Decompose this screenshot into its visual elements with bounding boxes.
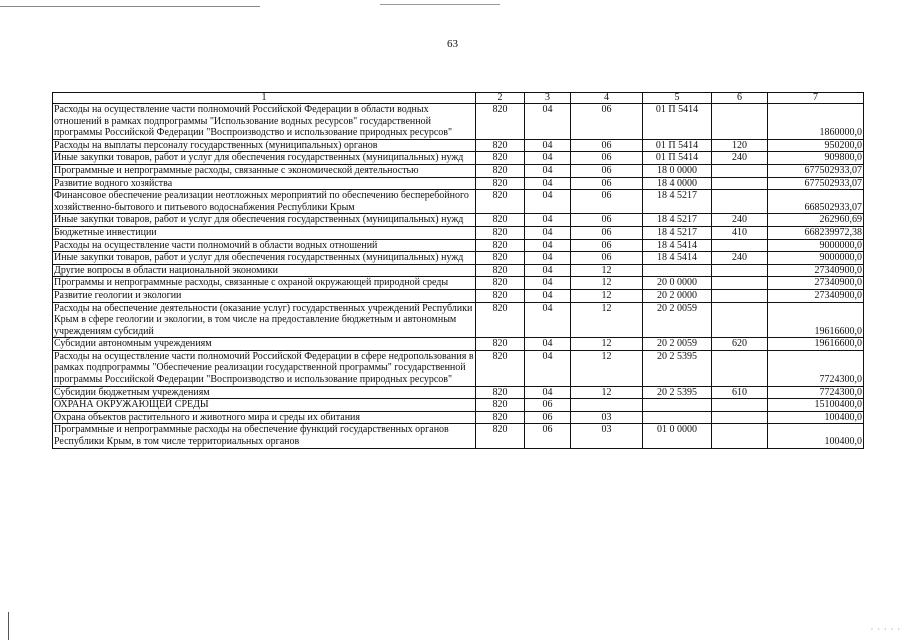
row-name: Расходы на осуществление части полномочий Российской Федерации в сфере недропользования в рамках подпрограммы "Обеспечение реализации государственной программы" государственной программы Российской Федерации "Воспроизводство и использование природных ресурсов": [54, 350, 474, 386]
subsection-code: 06: [571, 164, 643, 177]
section-code: 04: [525, 302, 571, 338]
expense-type-code: [712, 289, 768, 302]
scan-corner-mark: · · · · ·: [870, 625, 901, 634]
target-article-code: 01 П 5414: [643, 104, 712, 140]
subsection-code: 06: [571, 226, 643, 239]
section-code: 04: [525, 164, 571, 177]
subsection-code: 12: [571, 289, 643, 302]
amount: 100400,0: [768, 411, 864, 424]
column-header: 4: [571, 93, 643, 104]
subsection-code: 06: [571, 252, 643, 265]
expense-type-code: 410: [712, 226, 768, 239]
target-article-code: 18 4 5217: [643, 214, 712, 227]
subsection-code: 12: [571, 277, 643, 290]
target-article-code: [643, 264, 712, 277]
ministry-code: 820: [476, 239, 525, 252]
page-number: 63: [447, 38, 458, 50]
subsection-code: 06: [571, 104, 643, 140]
section-code: 04: [525, 386, 571, 399]
scan-edge-mark: [380, 4, 500, 5]
subsection-code: 06: [571, 190, 643, 214]
row-name: Субсидии бюджетным учреждениям: [53, 386, 476, 399]
table-row: [53, 226, 864, 239]
ministry-code: 820: [476, 214, 525, 227]
expense-type-code: [712, 164, 768, 177]
target-article-code: 18 4 5217: [643, 190, 712, 214]
ministry-code: 820: [476, 350, 525, 386]
table-row: [53, 104, 864, 140]
target-article-code: 20 2 0059: [643, 302, 712, 338]
row-name: Программные и непрограммные расходы на обеспечение функций государственных органов Республики Крым, в том числе территориальных органов: [53, 424, 476, 448]
target-article-code: 18 4 0000: [643, 177, 712, 190]
ministry-code: 820: [476, 264, 525, 277]
subsection-code: 03: [571, 424, 643, 448]
section-code: 04: [525, 264, 571, 277]
section-code: 04: [525, 252, 571, 265]
amount: 9000000,0: [768, 252, 864, 265]
row-name: Другие вопросы в области национальной экономики: [53, 264, 476, 277]
expense-type-code: [712, 350, 768, 386]
expense-type-code: [712, 177, 768, 190]
table-row: [53, 264, 864, 277]
table-row: [53, 139, 864, 152]
amount: 7724300,0: [768, 350, 864, 386]
amount: 1860000,0: [768, 104, 864, 140]
table-row: [53, 152, 864, 165]
section-code: 04: [525, 190, 571, 214]
target-article-code: 01 0 0000: [643, 424, 712, 448]
subsection-code: 12: [571, 338, 643, 351]
table-row: [53, 252, 864, 265]
subsection-code: 06: [571, 152, 643, 165]
expense-type-code: [712, 424, 768, 448]
target-article-code: 20 2 5395: [643, 350, 712, 386]
expense-type-code: [712, 264, 768, 277]
column-header: 6: [712, 93, 768, 104]
target-article-code: [643, 411, 712, 424]
section-code: 04: [525, 277, 571, 290]
ministry-code: 820: [476, 399, 525, 412]
table-row: [53, 177, 864, 190]
target-article-code: 18 0 0000: [643, 164, 712, 177]
row-name: Программные и непрограммные расходы, связанные с экономической деятельностью: [53, 164, 476, 177]
ministry-code: 820: [476, 386, 525, 399]
row-name: Развитие водного хозяйства: [53, 177, 476, 190]
row-name: Иные закупки товаров, работ и услуг для обеспечения государственных (муниципальных) нужд: [53, 252, 476, 265]
row-name: Иные закупки товаров, работ и услуг для обеспечения государственных (муниципальных) нужд: [53, 152, 476, 165]
amount: 7724300,0: [768, 386, 864, 399]
target-article-code: [643, 399, 712, 412]
target-article-code: 20 2 0000: [643, 289, 712, 302]
amount: 100400,0: [768, 424, 864, 448]
expense-type-code: [712, 277, 768, 290]
table-row: [53, 239, 864, 252]
subsection-code: 06: [571, 139, 643, 152]
subsection-code: 12: [571, 350, 643, 386]
row-name: Развитие геологии и экологии: [53, 289, 476, 302]
expense-type-code: 240: [712, 214, 768, 227]
row-name: Бюджетные инвестиции: [53, 226, 476, 239]
row-name: Иные закупки товаров, работ и услуг для обеспечения государственных (муниципальных) нужд: [53, 214, 476, 227]
section-code: 06: [525, 424, 571, 448]
row-name: Субсидии автономным учреждениям: [53, 338, 476, 351]
subsection-code: 06: [571, 239, 643, 252]
target-article-code: 20 2 0059: [643, 338, 712, 351]
header-row: [53, 93, 864, 104]
subsection-code: 03: [571, 411, 643, 424]
amount: 19616600,0: [768, 338, 864, 351]
section-code: 06: [525, 399, 571, 412]
amount: 9000000,0: [768, 239, 864, 252]
row-name: ОХРАНА ОКРУЖАЮЩЕЙ СРЕДЫ: [53, 399, 476, 412]
target-article-code: 18 4 5414: [643, 252, 712, 265]
scan-edge-mark: [0, 6, 260, 7]
ministry-code: 820: [476, 152, 525, 165]
target-article-code: 18 4 5414: [643, 239, 712, 252]
subsection-code: 12: [571, 386, 643, 399]
expense-type-code: [712, 411, 768, 424]
table-row: [53, 399, 864, 412]
table-row: [53, 424, 864, 448]
amount: 27340900,0: [768, 289, 864, 302]
row-name: Расходы на осуществление части полномочий в области водных отношений: [53, 239, 476, 252]
ministry-code: 820: [476, 289, 525, 302]
expense-type-code: 240: [712, 152, 768, 165]
amount: 262960,69: [768, 214, 864, 227]
table-row: [53, 164, 864, 177]
row-name: Программы и непрограммные расходы, связанные с охраной окружающей природной среды: [53, 277, 476, 290]
section-code: 04: [525, 226, 571, 239]
subsection-code: [571, 399, 643, 412]
budget-table: [52, 92, 864, 449]
amount: 15100400,0: [768, 399, 864, 412]
section-code: 06: [525, 411, 571, 424]
column-header: 2: [476, 93, 525, 104]
amount: 27340900,0: [768, 277, 864, 290]
amount: 27340900,0: [768, 264, 864, 277]
table-row: [53, 302, 864, 338]
ministry-code: 820: [476, 190, 525, 214]
table-row: [53, 289, 864, 302]
table-row: [53, 350, 864, 386]
ministry-code: 820: [476, 338, 525, 351]
ministry-code: 820: [476, 164, 525, 177]
target-article-code: 20 2 5395: [643, 386, 712, 399]
row-name: Расходы на выплаты персоналу государственных (муниципальных) органов: [53, 139, 476, 152]
amount: 668239972,38: [768, 226, 864, 239]
expense-type-code: [712, 399, 768, 412]
column-header: 7: [768, 93, 864, 104]
table-row: [53, 190, 864, 214]
section-code: 04: [525, 139, 571, 152]
section-code: 04: [525, 239, 571, 252]
table-row: [53, 214, 864, 227]
column-header: 1: [53, 93, 476, 104]
section-code: 04: [525, 350, 571, 386]
ministry-code: 820: [476, 424, 525, 448]
table-row: [53, 411, 864, 424]
table-row: [53, 386, 864, 399]
amount: 950200,0: [768, 139, 864, 152]
row-name: Расходы на осуществление части полномочий Российской Федерации в области водных отношений в рамках подпрограммы "Использование водных ресурсов" государственной программы Российской Федерации "Воспроизводство и использование природных ресурсов": [53, 104, 476, 140]
ministry-code: 820: [476, 104, 525, 140]
target-article-code: 20 0 0000: [643, 277, 712, 290]
expense-type-code: 620: [712, 338, 768, 351]
expense-type-code: [712, 104, 768, 140]
column-header: 3: [525, 93, 571, 104]
subsection-code: 12: [571, 264, 643, 277]
ministry-code: 820: [476, 252, 525, 265]
amount: 677502933,07: [768, 164, 864, 177]
target-article-code: 01 П 5414: [643, 139, 712, 152]
subsection-code: 06: [571, 214, 643, 227]
target-article-code: 18 4 5217: [643, 226, 712, 239]
amount: 19616600,0: [768, 302, 864, 338]
subsection-code: 06: [571, 177, 643, 190]
row-name: Охрана объектов растительного и животного мира и среды их обитания: [53, 411, 476, 424]
row-name: Расходы на обеспечение деятельности (оказание услуг) государственных учреждений Республики Крым в сфере геологии и экологии, в том числе на предоставление бюджетным и автономным учреждениям субсидий: [53, 302, 476, 338]
expense-type-code: 240: [712, 252, 768, 265]
table-row: [53, 338, 864, 351]
ministry-code: 820: [476, 139, 525, 152]
ministry-code: 820: [476, 277, 525, 290]
amount: 677502933,07: [768, 177, 864, 190]
expense-type-code: [712, 302, 768, 338]
table-row: [53, 277, 864, 290]
subsection-code: 12: [571, 302, 643, 338]
amount: 668502933,07: [768, 190, 864, 214]
amount: 909800,0: [768, 152, 864, 165]
scan-edge-mark: [8, 612, 9, 640]
expense-type-code: [712, 239, 768, 252]
section-code: 04: [525, 104, 571, 140]
ministry-code: 820: [476, 177, 525, 190]
row-name: Финансовое обеспечение реализации неотложных мероприятий по обеспечению бесперебойного хозяйственно-бытового и питьевого водоснабжения Республики Крым: [53, 190, 476, 214]
section-code: 04: [525, 177, 571, 190]
section-code: 04: [525, 214, 571, 227]
section-code: 04: [525, 152, 571, 165]
column-header: 5: [643, 93, 712, 104]
target-article-code: 01 П 5414: [643, 152, 712, 165]
expense-type-code: [712, 190, 768, 214]
ministry-code: 820: [476, 226, 525, 239]
ministry-code: 820: [476, 302, 525, 338]
ministry-code: 820: [476, 411, 525, 424]
expense-type-code: 610: [712, 386, 768, 399]
expense-type-code: 120: [712, 139, 768, 152]
section-code: 04: [525, 289, 571, 302]
section-code: 04: [525, 338, 571, 351]
